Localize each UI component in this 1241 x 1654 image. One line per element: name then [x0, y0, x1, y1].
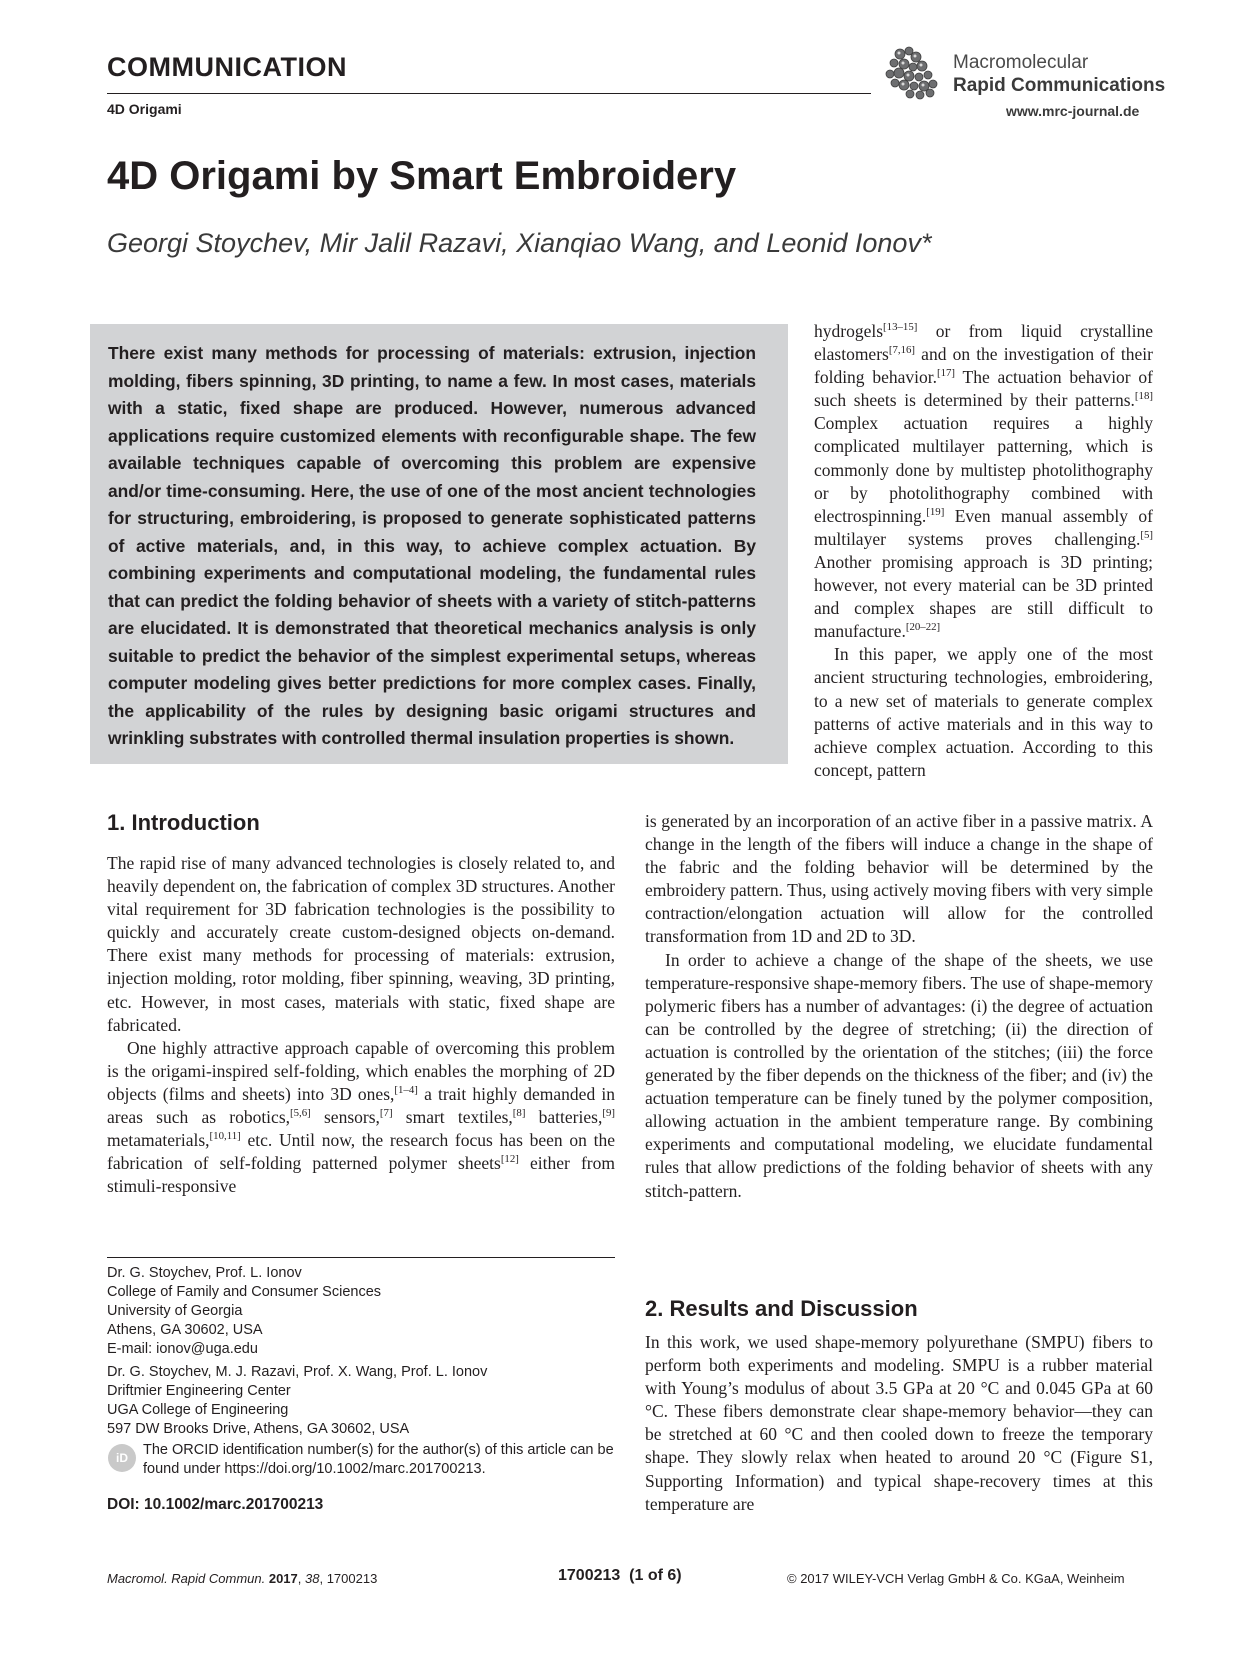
abstract-text: There exist many methods for processing of materials: extrusion, injection molding, fibers spinning, 3D printing, to name a few. In most cases, materials with a static, fixed shape are produced. However, numerous advanced applications require customized elements with reconfigurable shape. The few available techniques capable of overcoming this problem are expensive and/or time-consuming. Here, the use of one of the most ancient technologies for structuring, embroidering, is proposed to generate sophisticated patterns of active materials, and, in this way, to achieve complex actuation. By combining experiments and computational modeling, the fundamental rules that can predict the folding behavior of sheets with a variety of stitch-patterns are elucidated. It is demonstrated that theoretical mechanics analysis is only suitable to predict the behavior of the simplest experimental setups, whereas computer modeling gives better predictions for more complex cases. Finally, the applicability of the rules by designing basic origami structures and wrinkling substrates with controlled thermal insulation properties is shown.	[108, 343, 756, 748]
affiliation-line: Athens, GA 30602, USA	[107, 1322, 263, 1338]
footer-journal-abbrev: Macromol. Rapid Commun.	[107, 1571, 266, 1586]
article-title: 4D Origami by Smart Embroidery	[107, 154, 737, 198]
citation-ref[interactable]: [17]	[936, 367, 956, 380]
citation-ref[interactable]: [9]	[602, 1107, 615, 1120]
section-heading-results: 2. Results and Discussion	[645, 1296, 918, 1321]
corresponding-email[interactable]: E-mail: ionov@uga.edu	[107, 1341, 258, 1357]
body-text: batteries,	[525, 1107, 603, 1128]
affiliation-1	[107, 1264, 381, 1359]
citation-ref[interactable]: [19]	[926, 505, 945, 518]
affiliation-line: Dr. G. Stoychev, Prof. L. Ionov	[107, 1265, 302, 1281]
journal-name-line1: Macromolecular	[953, 52, 1089, 73]
citation-ref[interactable]: [18]	[1134, 390, 1153, 403]
affiliation-line: UGA College of Engineering	[107, 1402, 289, 1418]
body-text: The actuation behavior of such sheets is determined by their patterns.	[814, 367, 1153, 411]
body-text: hydrogels	[814, 321, 884, 341]
body-text: Even manual assembly of multilayer systems proves challenging.	[814, 505, 1153, 549]
citation-ref[interactable]: [10,11]	[209, 1130, 241, 1143]
footnote-rule	[107, 1257, 615, 1258]
affiliation-line: University of Georgia	[107, 1303, 243, 1319]
copyright-notice: © 2017 WILEY-VCH Verlag GmbH & Co. KGaA, Weinheim	[787, 1571, 1125, 1586]
orcid-icon: iD	[108, 1444, 136, 1472]
footer-article-number: 1700213	[326, 1571, 378, 1586]
right-column-bottom	[645, 1331, 1153, 1516]
affiliation-line: Dr. G. Stoychev, M. J. Razavi, Prof. X. Wang, Prof. L. Ionov	[107, 1364, 488, 1380]
body-paragraph: The rapid rise of many advanced technologies is closely related to, and heavily dependent on, the fabrication of complex 3D structures. Another vital requirement for 3D fabrication technologies is the possibility to quickly and accurately create custom-designed objects on-demand. There exist many methods for processing of materials: extrusion, injection molding, rotor molding, fiber spinning, weaving, 3D printing, etc. However, in most cases, materials with static, fixed shape are fabricated.	[107, 853, 615, 1035]
subject-label: 4D Origami	[107, 101, 182, 117]
citation-ref[interactable]: [5]	[1140, 529, 1153, 542]
citation-ref[interactable]: [7,16]	[888, 344, 916, 357]
body-text: smart textiles,	[392, 1107, 513, 1128]
citation-ref[interactable]: [8]	[512, 1107, 526, 1120]
page-number: 1700213 (1 of 6)	[558, 1567, 682, 1584]
body-text: etc. Until now, the research focus has been on the fabrication of self-folding patterned polymer sheets	[107, 1130, 615, 1174]
journal-name-line2: Rapid Communications	[953, 75, 1166, 96]
section-heading-introduction: 1. Introduction	[107, 810, 260, 835]
citation-ref[interactable]: [1–4]	[394, 1084, 418, 1097]
body-text: metamaterials,	[107, 1130, 210, 1151]
section-label: COMMUNICATION	[107, 52, 347, 82]
left-column-body	[107, 852, 615, 1198]
header-rule	[107, 93, 871, 94]
body-text: sensors,	[310, 1107, 380, 1128]
affiliation-line: 597 DW Brooks Drive, Athens, GA 30602, USA	[107, 1421, 410, 1437]
right-column-middle	[645, 810, 1153, 1203]
affiliation-2	[107, 1363, 487, 1439]
citation-ref[interactable]: [12]	[500, 1153, 519, 1166]
body-paragraph: In this work, we used shape-memory polyurethane (SMPU) fibers to perform both experiments and modeling. SMPU is a rubber material with Young’s modulus of about 3.5 GPa at 20 °C and 0.045 GPa at 60 °C. These fibers demonstrate clear shape-memory behavior—they can be stretched at 60 °C and then cooled down to freeze the temporary shape. They slowly relax when heated to around 20 °C (Figure S1, Supporting Information) and typical shape-recovery times at this temperature are	[645, 1332, 1153, 1514]
affiliation-line: College of Family and Consumer Sciences	[107, 1284, 382, 1300]
author-list: Georgi Stoychev, Mir Jalil Razavi, Xianqiao Wang, and Leonid Ionov*	[107, 228, 932, 258]
body-text: a trait highly demanded in areas such as robotics,	[107, 1083, 615, 1128]
molecular-structure-logo-icon	[880, 42, 946, 104]
affiliation-line: Driftmier Engineering Center	[107, 1383, 291, 1399]
citation-ref[interactable]: [5,6]	[290, 1107, 311, 1120]
journal-url[interactable]: www.mrc-journal.de	[1006, 103, 1140, 119]
citation-ref[interactable]: [20–22]	[905, 621, 941, 634]
body-text: or from liquid crystalline elastomers	[814, 321, 1153, 365]
body-text: Complex actuation requires a highly complicated multilayer patterning, which is commonly done by multistep photolithography or by photolithography combined with electrospinning.	[814, 413, 1153, 526]
body-text: Another promising approach is 3D printing; however, not every material can be 3D printed and complex shapes are still difficult to manufacture.	[814, 551, 1153, 642]
doi-label[interactable]: DOI: 10.1002/marc.201700213	[107, 1496, 324, 1513]
footer-citation: Macromol. Rapid Commun. 2017, 38, 1700213	[107, 1571, 378, 1586]
body-paragraph: In order to achieve a change of the shape of the sheets, we use temperature-responsive shape-memory fibers. The use of shape-memory polymeric fibers has a number of advantages: (i) the degree of actuation can be controlled by the degree of stretching; (ii) the direction of actuation is controlled by the orientation of the stitches; (iii) the force generated by the fiber depends on the thickness of the fiber; and (iv) the actuation temperature can be finely tuned by the polymer composition, allowing actuation in the ambient temperature range. By combining experiments and computational modeling, we elucidate fundamental rules that allow predictions of the folding behavior of sheets with any stitch-pattern.	[645, 949, 1153, 1201]
footer-volume: 38	[305, 1571, 320, 1586]
body-paragraph: In this paper, we apply one of the most ancient structuring technologies, embroidering, to a new set of materials to generate complex patterns of active materials and in this way to achieve complex actuation. According to this concept, pattern	[814, 644, 1153, 780]
orcid-note[interactable]: The ORCID identification number(s) for the author(s) of this article can be found under https://doi.org/10.1002/marc.201700213.	[143, 1442, 614, 1477]
footer-year: 2017	[268, 1571, 298, 1586]
body-text: One highly attractive approach capable of overcoming this problem is the origami-inspired self-folding, which enables the morphing of 2D objects (films and sheets) into 3D ones,	[107, 1037, 615, 1104]
body-paragraph: is generated by an incorporation of an active fiber in a passive matrix. A change in the length of the fibers will induce a change in the shape of the fabric and the folding behavior will be determined by the embroidery pattern. Thus, using actively moving fibers with very simple contraction/elongation actuation will allow for the controlled transformation from 1D and 2D to 3D.	[645, 811, 1153, 947]
right-column-top	[814, 320, 1153, 782]
citation-ref[interactable]: [7]	[379, 1107, 393, 1120]
citation-ref[interactable]: [13–15]	[883, 321, 918, 334]
body-text: either from stimuli-responsive	[107, 1153, 615, 1197]
body-text: and on the investigation of their folding behavior.	[814, 344, 1153, 388]
